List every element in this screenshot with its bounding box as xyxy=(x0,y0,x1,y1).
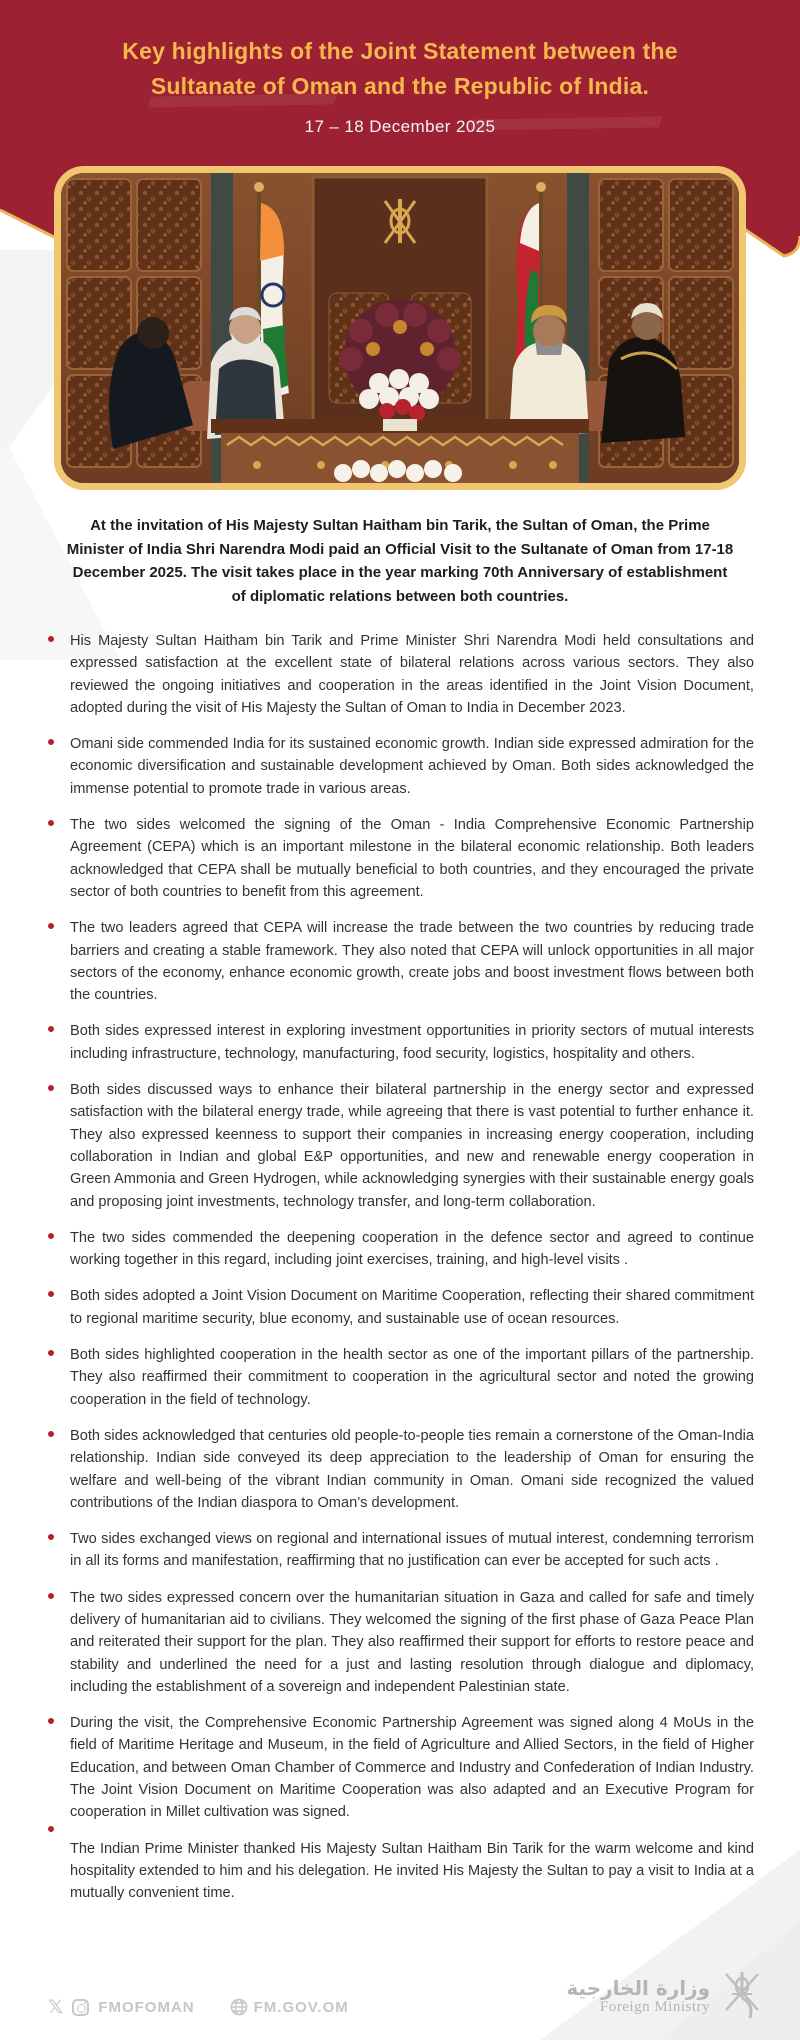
bullet-item xyxy=(46,1344,754,1411)
website-link[interactable]: FM.GOV.OM xyxy=(253,1998,349,2016)
bullet-item xyxy=(46,1587,754,1698)
globe-icon xyxy=(230,1998,248,2016)
bullet-item xyxy=(46,1425,754,1514)
bullet-marker xyxy=(48,1534,54,1540)
bullet-text: The two leaders agreed that CEPA will increase the trade between the two countries by reducing trade barriers and creating a stable framework. They also noted that CEPA will unlock opportunities in all major sectors of the economy, enhance economic growth, create jobs and boost investment flows between both the countries. xyxy=(70,920,754,1004)
meeting-photo xyxy=(54,166,746,490)
bullet-marker xyxy=(48,1718,54,1724)
bullet-item xyxy=(46,1079,754,1213)
bullet-text: Both sides acknowledged that centuries old people-to-people ties remain a cornerstone of the Oman-India relationship. Indian side conveyed its deep appreciation to the leadership of Oman for ensuring the welfare and well-being of the vibrant Indian community in Oman. Omani side recognized the valued contributions of the Indian diaspora to Oman’s development. xyxy=(70,1427,754,1511)
bullet-text: The two sides welcomed the signing of the Oman - India Comprehensive Economic Partnership Agreement (CEPA) which is an important milestone in the bilateral economic relationship. Both leaders acknowledged that CEPA shall be mutually beneficial to both countries, and they encouraged the private sector of both countries to benefit from this agreement. xyxy=(70,817,754,900)
bullet-marker xyxy=(48,636,54,642)
bullet-list xyxy=(46,630,754,1905)
bullet-text: His Majesty Sultan Haitham bin Tarik and Prime Minister Shri Narendra Modi held consultations and expressed satisfaction at the excellent state of bilateral relations across various sectors. They also reviewed the ongoing initiatives and cooperation in the areas identified in the Joint Vision Document, adopted during the visit of His Majesty the Sultan of Oman to India in December 2023. xyxy=(70,633,754,716)
bullet-text: During the visit, the Comprehensive Economic Partnership Agreement was signed along 4 MoUs in the field of Maritime Heritage and Museum, in the field of Agriculture and Allied Sectors, in the field of Higher Education, and between Oman Chamber of Commerce and Industry and Confederation of Indian Industry. The Joint Vision Document on Maritime Cooperation was also adapted and an Executive Program for cooperation in Millet cultivation was signed. xyxy=(70,1715,754,1821)
bullet-text: Two sides exchanged views on regional and international issues of mutual interest, condemning terrorism in all its forms and manifestation, reaffirming that no justification can ever be accepted for such acts . xyxy=(70,1531,754,1570)
intro-paragraph: At the invitation of His Majesty Sultan Haitham bin Tarik, the Sultan of Oman, the Prime Minister of India Shri Narendra Modi paid an Official Visit to the Sultanate of Oman from 17-18 December 2025. The visit takes place in the year marking 70th Anniversary of establishment of diplomatic relations between both countries. xyxy=(66,517,734,605)
ministry-name-arabic: وزارة الخارجية xyxy=(566,1975,710,2000)
bullet-marker xyxy=(48,1826,54,1832)
bullet-item xyxy=(46,1712,754,1823)
bullet-marker xyxy=(48,820,54,826)
bullet-item xyxy=(46,814,754,903)
bullet-text: Both sides highlighted cooperation in the health sector as one of the important pillars of the partnership. They also reaffirmed their commitment to cooperation in the agricultural sector and noted the growing cooperation in the field of technology. xyxy=(70,1347,754,1408)
bullet-text: Both sides adopted a Joint Vision Document on Maritime Cooperation, reflecting their shared commitment to regional maritime security, blue economy, and sustainable use of ocean resources. xyxy=(70,1288,754,1327)
bullet-text: Both sides expressed interest in exploring investment opportunities in priority sectors of mutual interests including infrastructure, technology, manufacturing, food security, logistics, hospitality and others. xyxy=(70,1023,754,1062)
page-title-line1: Key highlights of the Joint Statement between the xyxy=(122,38,678,64)
bullet-item xyxy=(46,1528,754,1573)
statement-body xyxy=(0,514,800,1919)
bullet-marker xyxy=(48,739,54,745)
bullet-text: The two sides commended the deepening cooperation in the defence sector and agreed to continue working together in this regard, including joint exercises, training, and high-level visits . xyxy=(70,1229,754,1269)
bullet-text: Omani side commended India for its sustained economic growth. Indian side expressed admiration for the economic diversification and sustainable development achieved by Oman. Both sides acknowledged the immense potential to promote trade in various areas. xyxy=(70,736,754,797)
bullet-marker xyxy=(48,1593,54,1599)
bullet-marker xyxy=(48,923,54,929)
social-handle[interactable]: FMOFOMAN xyxy=(98,1998,195,2016)
oman-emblem-icon xyxy=(385,199,415,243)
bullet-marker xyxy=(48,1350,54,1356)
page-title-line2: Sultanate of Oman and the Republic of India. xyxy=(150,73,650,99)
social-links xyxy=(48,1996,349,2018)
meeting-photo-illustration xyxy=(61,173,739,483)
bullet-marker xyxy=(48,1291,54,1297)
x-icon[interactable]: 𝕏 xyxy=(48,1996,64,2018)
event-date: 17 – 18 December 2025 xyxy=(304,117,496,136)
bullet-marker xyxy=(48,1431,54,1437)
instagram-icon[interactable] xyxy=(72,1999,89,2016)
bullet-item xyxy=(46,630,754,719)
page-title xyxy=(70,34,730,104)
bullet-item xyxy=(46,917,754,1006)
bullet-marker xyxy=(48,1026,54,1032)
bullet-item xyxy=(46,1020,754,1065)
bullet-text: The two sides expressed concern over the humanitarian situation in Gaza and called for safe and timely delivery of humanitarian aid to civilians. They welcomed the signing of the first phase of Gaza Peace Plan and reiterated their support for the plan. They also reaffirmed their support for efforts to restore peace and stability and underlined the need for a just and lasting resolution through dialogue and diplomacy, including the establishment of a sovereign and independent Palestinian state. xyxy=(70,1589,754,1695)
bullet-item xyxy=(46,733,754,800)
bullet-item xyxy=(46,1227,754,1272)
footer xyxy=(0,1960,800,2040)
bullet-marker xyxy=(48,1233,54,1239)
bullet-item xyxy=(46,1838,754,1905)
bullet-text: The Indian Prime Minister thanked His Majesty Sultan Haitham Bin Tarik for the warm welcome and kind hospitality extended to him and his delegation. He invited His Majesty the Sultan to pay a visit to India at a mutually convenient time. xyxy=(70,1840,754,1902)
ministry-name-english: Foreign Ministry xyxy=(599,1998,710,2015)
bullet-text: Both sides discussed ways to enhance their bilateral partnership in the energy sector and expressed satisfaction with the bilateral energy trade, while agreeing that there is vast potential to further enhance it. They also expressed keenness to support their companies in increasing energy cooperation, including collaboration in Indian and global E&P opportunities, and new and renewable energy cooperation in Green Ammonia and Green Hydrogen, while acknowledging synergies with their sustainable energy goals and proposing joint investments, technology transfer, and long-term collaboration. xyxy=(70,1082,754,1210)
oman-emblem-icon xyxy=(720,1970,764,2022)
bullet-item xyxy=(46,1285,754,1330)
ministry-logo xyxy=(566,1970,764,2022)
bullet-marker xyxy=(48,1085,54,1091)
